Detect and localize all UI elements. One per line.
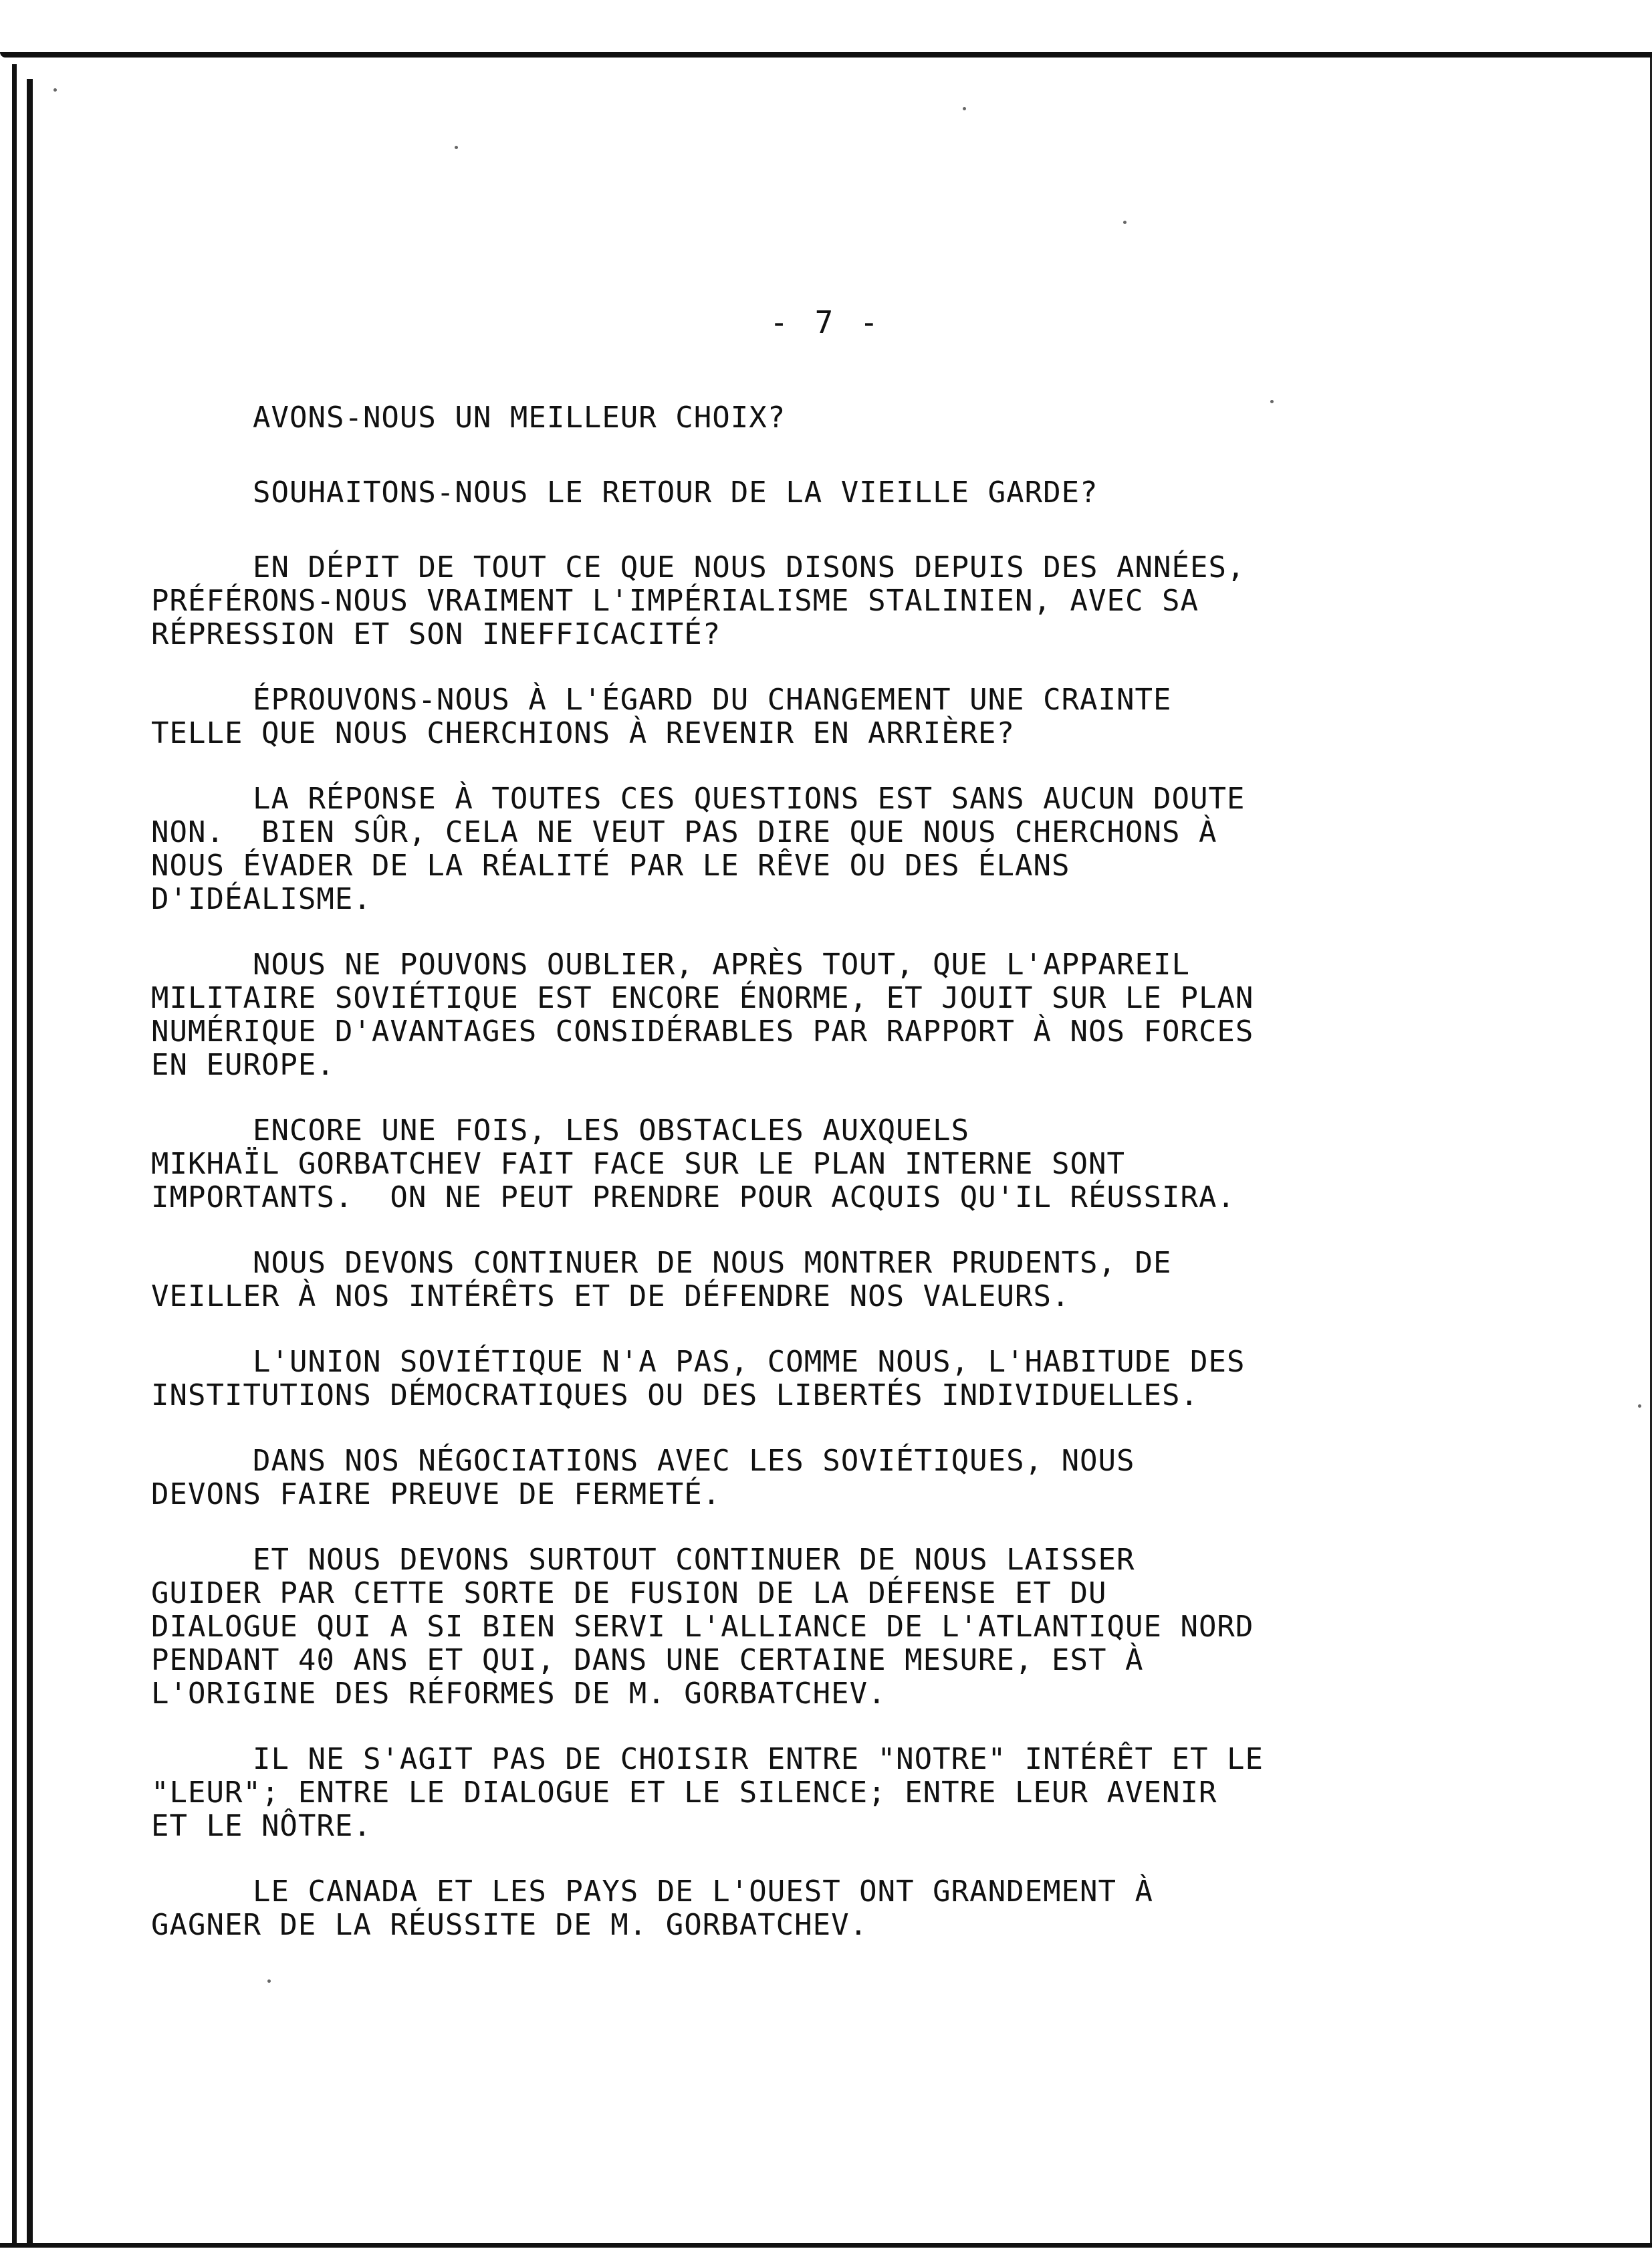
paragraph xyxy=(151,551,1388,651)
paragraph-line: L'UNION SOVIÉTIQUE N'A PAS, COMME NOUS, L'HABITUDE DES xyxy=(253,1345,1246,1379)
paragraph xyxy=(151,1444,1388,1511)
paragraph-line: GAGNER DE LA RÉUSSITE DE M. GORBATCHEV. xyxy=(151,1908,868,1942)
scan-speck xyxy=(53,88,57,92)
scan-speck xyxy=(963,107,966,110)
binder-frame-left-inner xyxy=(27,79,33,2244)
paragraph xyxy=(151,1346,1388,1412)
paragraph-line: DEVONS FAIRE PREUVE DE FERMETÉ. xyxy=(151,1477,721,1511)
paragraph-line: IMPORTANTS. ON NE PEUT PRENDRE POUR ACQUIS QU'IL RÉUSSIRA. xyxy=(151,1180,1235,1214)
paragraph-line: ENCORE UNE FOIS, LES OBSTACLES AUXQUELS xyxy=(253,1113,970,1148)
paragraph-line: LE CANADA ET LES PAYS DE L'OUEST ONT GRANDEMENT À xyxy=(253,1874,1154,1909)
paragraph-line: "LEUR"; ENTRE LE DIALOGUE ET LE SILENCE; ENTRE LEUR AVENIR xyxy=(151,1776,1217,1810)
paragraph-line: NOUS DEVONS CONTINUER DE NOUS MONTRER PRUDENTS, DE xyxy=(253,1246,1172,1280)
binder-frame-left-outer xyxy=(12,64,17,2246)
binder-frame-top xyxy=(0,52,1652,58)
paragraph-line: GUIDER PAR CETTE SORTE DE FUSION DE LA DÉFENSE ET DU xyxy=(151,1576,1107,1610)
document-body xyxy=(151,401,1388,1974)
paragraph xyxy=(151,948,1388,1082)
paragraph-line: SOUHAITONS-NOUS LE RETOUR DE LA VIEILLE GARDE? xyxy=(253,475,1098,510)
paragraph-line: LA RÉPONSE À TOUTES CES QUESTIONS EST SANS AUCUN DOUTE xyxy=(253,782,1246,816)
paragraph xyxy=(151,1875,1388,1942)
paragraph-line: NOUS NE POUVONS OUBLIER, APRÈS TOUT, QUE L'APPAREIL xyxy=(253,948,1191,982)
scan-speck xyxy=(1638,1404,1641,1408)
paragraph-line: INSTITUTIONS DÉMOCRATIQUES OU DES LIBERTÉS INDIVIDUELLES. xyxy=(151,1378,1199,1412)
paragraph xyxy=(151,476,1388,510)
paragraph xyxy=(151,1247,1388,1313)
paragraph-line: MIKHAÏL GORBATCHEV FAIT FACE SUR LE PLAN INTERNE SONT xyxy=(151,1147,1125,1181)
scan-speck xyxy=(1123,221,1127,224)
paragraph-line: MILITAIRE SOVIÉTIQUE EST ENCORE ÉNORME, ET JOUIT SUR LE PLAN xyxy=(151,981,1254,1015)
paragraph-line: EN DÉPIT DE TOUT CE QUE NOUS DISONS DEPUIS DES ANNÉES, xyxy=(253,550,1246,584)
paragraph-line: NON. BIEN SÛR, CELA NE VEUT PAS DIRE QUE NOUS CHERCHONS À xyxy=(151,815,1217,849)
paragraph-line: DANS NOS NÉGOCIATIONS AVEC LES SOVIÉTIQUES, NOUS xyxy=(253,1444,1135,1478)
paragraph xyxy=(151,683,1388,750)
paragraph-line: PRÉFÉRONS-NOUS VRAIMENT L'IMPÉRIALISME STALINIEN, AVEC SA xyxy=(151,584,1199,618)
paragraph-line: L'ORIGINE DES RÉFORMES DE M. GORBATCHEV. xyxy=(151,1677,887,1711)
paragraph-line: NUMÉRIQUE D'AVANTAGES CONSIDÉRABLES PAR RAPPORT À NOS FORCES xyxy=(151,1014,1254,1049)
page-number: - 7 - xyxy=(770,304,882,340)
paragraph-line: VEILLER À NOS INTÉRÊTS ET DE DÉFENDRE NOS VALEURS. xyxy=(151,1279,1070,1313)
paragraph-line: ÉPROUVONS-NOUS À L'ÉGARD DU CHANGEMENT UNE CRAINTE xyxy=(253,683,1172,717)
paragraph xyxy=(151,401,1388,435)
paragraph-line: DIALOGUE QUI A SI BIEN SERVI L'ALLIANCE DE L'ATLANTIQUE NORD xyxy=(151,1610,1254,1644)
paragraph-line: D'IDÉALISME. xyxy=(151,882,372,916)
paragraph-line: IL NE S'AGIT PAS DE CHOISIR ENTRE "NOTRE" INTÉRÊT ET LE xyxy=(253,1742,1264,1776)
paragraph xyxy=(151,1114,1388,1214)
paragraph-line: EN EUROPE. xyxy=(151,1048,335,1082)
binder-frame-bottom xyxy=(0,2243,1652,2248)
paragraph xyxy=(151,1543,1388,1711)
scan-speck xyxy=(267,1979,271,1983)
paragraph xyxy=(151,782,1388,916)
paragraph-line: NOUS ÉVADER DE LA RÉALITÉ PAR LE RÊVE OU DES ÉLANS xyxy=(151,849,1070,883)
paragraph-line: TELLE QUE NOUS CHERCHIONS À REVENIR EN ARRIÈRE? xyxy=(151,716,1016,750)
paragraph-line: ET NOUS DEVONS SURTOUT CONTINUER DE NOUS LAISSER xyxy=(253,1543,1135,1577)
paragraph-line: PENDANT 40 ANS ET QUI, DANS UNE CERTAINE MESURE, EST À xyxy=(151,1643,1144,1677)
paragraph xyxy=(151,1743,1388,1843)
scan-speck xyxy=(455,146,458,149)
paragraph-line: RÉPRESSION ET SON INEFFICACITÉ? xyxy=(151,617,721,651)
paragraph-line: ET LE NÔTRE. xyxy=(151,1809,372,1843)
paragraph-line: AVONS-NOUS UN MEILLEUR CHOIX? xyxy=(253,401,786,435)
